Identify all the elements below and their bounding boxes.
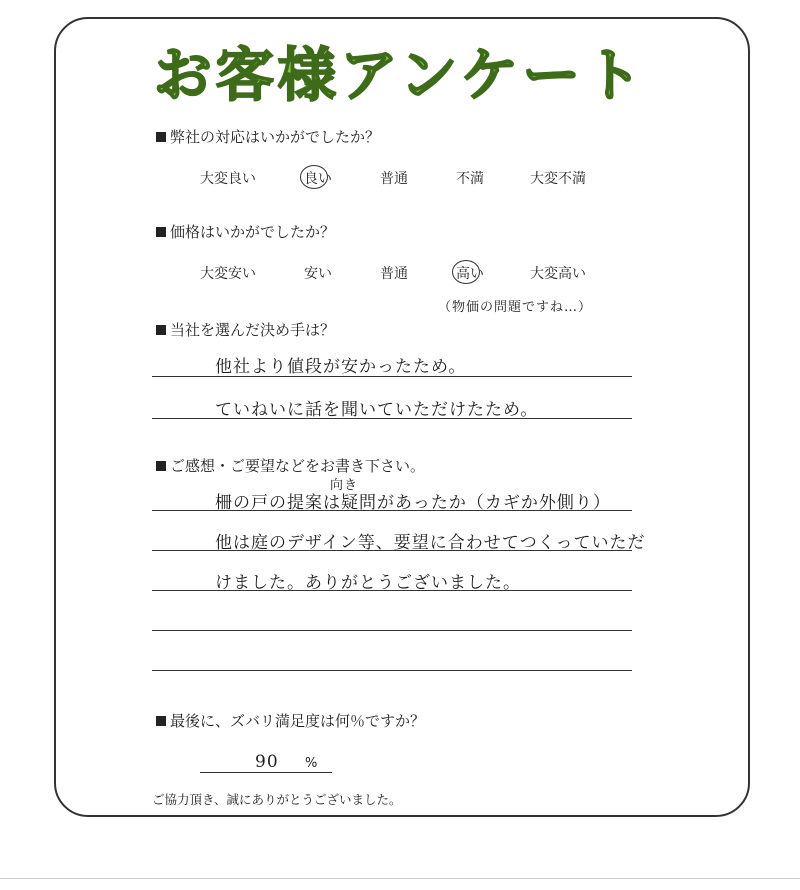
answer-line (152, 630, 632, 631)
bullet-square-icon (156, 716, 166, 726)
bullet-square-icon (156, 461, 166, 471)
question-1-options (0, 168, 800, 190)
satisfaction-unit: % (305, 756, 319, 771)
question-4-label: ご感想・ご要望などをお書き下さい。 (170, 457, 426, 475)
option-normal[interactable]: 普通 (380, 171, 408, 187)
question-3-label: 当社を選んだ決め手は？ (170, 321, 336, 339)
answer-line (152, 550, 632, 551)
thank-you-footer: ご協力頂き、誠にありがとうございました。 (152, 792, 402, 807)
question-2 (156, 221, 335, 242)
answer-4-line-1: 柵の戸の提案は疑問があったか（カギか外側り） (215, 493, 611, 513)
question-2-options (0, 263, 800, 285)
question-1 (156, 126, 380, 147)
satisfaction-underline (200, 772, 332, 773)
answer-4-ruby: 向き (330, 478, 359, 493)
selected-circle-mark (300, 165, 328, 189)
question-4 (156, 455, 425, 476)
option-very-expensive[interactable]: 大変高い (530, 266, 586, 282)
question-5-label: 最後に、ズバリ満足度は何％ですか？ (170, 712, 426, 730)
answer-line (152, 376, 632, 377)
answer-4-line-3: けました。ありがとうございました。 (215, 573, 521, 593)
satisfaction-value: 90 (255, 752, 279, 772)
option-dissatisfied[interactable]: 不満 (456, 171, 484, 187)
answer-4-line-2: 他は庭のデザイン等、要望に合わせてつくっていただ (215, 533, 646, 553)
answer-line (152, 590, 632, 591)
price-note-handwritten: （物価の問題ですね…） (438, 300, 593, 315)
bullet-square-icon (156, 227, 166, 237)
option-expensive-label: 高い (456, 266, 484, 282)
option-cheap[interactable]: 安い (304, 266, 332, 282)
answer-3-line-1: 他社より値段が安かったため。 (215, 357, 467, 377)
question-3 (156, 319, 335, 340)
option-very-dissatisfied[interactable]: 大変不満 (530, 171, 586, 187)
selected-circle-mark (452, 260, 480, 284)
page-bottom-line (0, 878, 800, 879)
bullet-square-icon (156, 132, 166, 142)
answer-line (152, 510, 632, 511)
survey-title: お客様アンケート (153, 41, 647, 109)
answer-line (152, 418, 632, 419)
answer-line (152, 670, 632, 671)
answer-3-line-2: ていねいに話を聞いていただけたため。 (215, 400, 539, 420)
option-good[interactable] (304, 168, 332, 188)
question-5 (156, 710, 425, 731)
question-1-label: 弊社の対応はいかがでしたか？ (170, 128, 381, 146)
bullet-square-icon (156, 325, 166, 335)
question-2-label: 価格はいかがでしたか？ (170, 223, 336, 241)
option-expensive[interactable] (456, 263, 484, 283)
option-very-cheap[interactable]: 大変安い (200, 266, 256, 282)
option-good-label: 良い (304, 171, 332, 187)
option-very-good[interactable]: 大変良い (200, 171, 256, 187)
option-normal[interactable]: 普通 (380, 266, 408, 282)
